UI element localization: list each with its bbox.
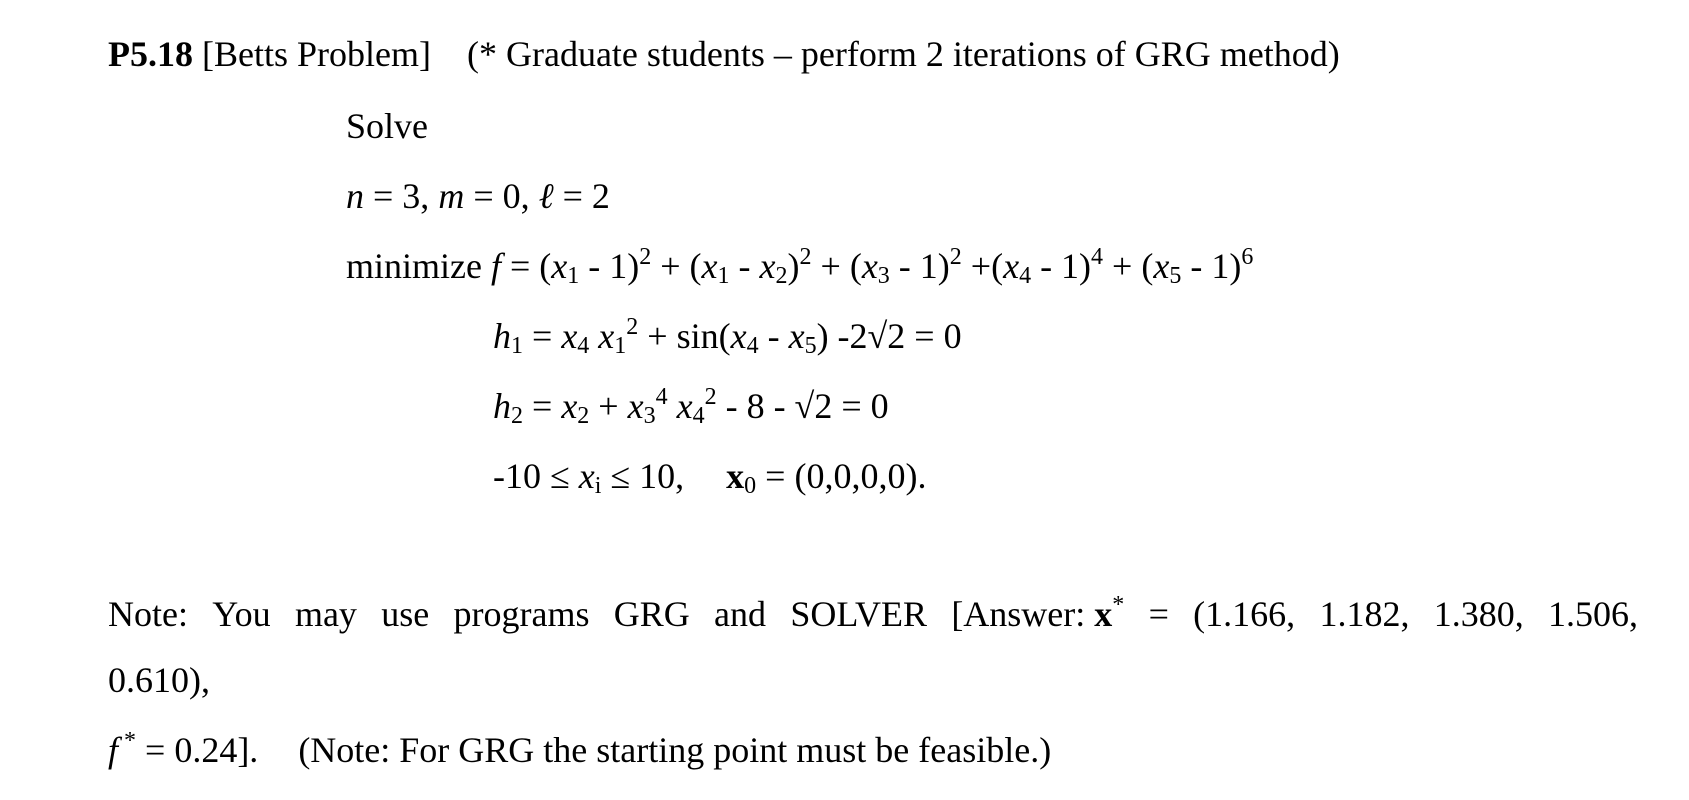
x-symbol: x: [627, 386, 644, 426]
term: + sin(: [638, 316, 731, 356]
objective-line: [346, 244, 1253, 288]
subscript: 1: [614, 333, 627, 359]
l-value: = 2: [553, 176, 610, 216]
subscript: 1: [717, 263, 730, 289]
bounds-line: [493, 454, 926, 498]
eq-sign: =: [523, 316, 562, 356]
subscript: 1: [511, 333, 523, 359]
note-word: SOLVER: [790, 594, 928, 634]
h-symbol: h: [493, 316, 511, 356]
term: +: [589, 386, 628, 426]
m-value: = 0,: [464, 176, 539, 216]
subscript: 5: [804, 333, 817, 359]
space: [668, 386, 677, 426]
superscript: 2: [799, 244, 812, 270]
x-symbol: x: [788, 316, 805, 356]
subscript: 4: [1019, 263, 1032, 289]
subscript: 1: [567, 263, 580, 289]
superscript: 6: [1241, 244, 1254, 270]
f-symbol: f: [108, 730, 119, 770]
minimize-keyword: minimize: [346, 246, 491, 286]
term: + (: [811, 246, 862, 286]
superscript: 2: [704, 384, 717, 410]
note-word: [Answer:: [951, 594, 1086, 634]
solve-label: Solve: [346, 106, 429, 146]
subscript: 2: [775, 263, 788, 289]
constraint-h1: [493, 314, 962, 358]
term: + (: [651, 246, 702, 286]
term: ): [787, 246, 800, 286]
eq-sign: =: [523, 386, 562, 426]
superscript: *: [1112, 592, 1125, 618]
term: - 1): [1181, 246, 1242, 286]
x-symbol: x: [551, 246, 568, 286]
term: - 1): [889, 246, 950, 286]
x-symbol: x: [730, 316, 747, 356]
h-symbol: h: [493, 386, 511, 426]
space: [589, 316, 598, 356]
subscript: 4: [692, 403, 705, 429]
note-line-2: 0.610),: [108, 660, 210, 700]
dimension-line: [346, 174, 610, 218]
x-symbol: x: [676, 386, 693, 426]
term: +(: [961, 246, 1004, 286]
note-word: 1.506,: [1548, 594, 1638, 634]
x0-symbol: x: [726, 456, 745, 496]
x-symbol: x: [1153, 246, 1170, 286]
note-word: may: [294, 594, 357, 634]
problem-heading: [108, 32, 1340, 76]
x-symbol: x: [561, 386, 578, 426]
note-word: programs: [453, 594, 590, 634]
term: -: [729, 246, 760, 286]
superscript: 4: [655, 384, 668, 410]
superscript: 4: [1091, 244, 1104, 270]
x-symbol: x: [598, 316, 615, 356]
f-optimum: = 0.24].: [136, 730, 259, 770]
term: + (: [1103, 246, 1154, 286]
note-word: use: [381, 594, 430, 634]
subscript: i: [594, 473, 602, 499]
feasibility-note: (Note: For GRG the starting point must be feasible.): [298, 730, 1052, 770]
note-line-3: [108, 728, 1051, 772]
x-symbol: x: [759, 246, 776, 286]
eq-sign: = (: [500, 246, 552, 286]
x-symbol: x: [701, 246, 718, 286]
term: -: [758, 316, 789, 356]
constraint-h2: [493, 384, 889, 428]
subscript: 3: [643, 403, 656, 429]
term: ) -2√2 = 0: [816, 316, 962, 356]
term: - 1): [579, 246, 640, 286]
subscript: 0: [744, 473, 757, 499]
note-word: and: [714, 594, 767, 634]
superscript: *: [118, 728, 137, 754]
x-symbol: x: [578, 456, 595, 496]
superscript: 2: [949, 244, 962, 270]
note-word: 1.182,: [1319, 594, 1410, 634]
note-word: 1.380,: [1433, 594, 1524, 634]
n-value: = 3,: [364, 176, 439, 216]
subscript: 2: [511, 403, 523, 429]
x-symbol: x: [561, 316, 578, 356]
x-symbol: x: [861, 246, 878, 286]
answer-group: [951, 592, 1124, 636]
start-point: = (0,0,0,0).: [756, 456, 927, 496]
problem-note: (* Graduate students – perform 2 iterations of GRG method): [466, 34, 1340, 74]
term: - 8 - √2 = 0: [716, 386, 889, 426]
problem-id: P5.18: [108, 34, 193, 74]
subscript: 2: [577, 403, 590, 429]
lower-bound: -10 ≤: [493, 456, 579, 496]
note-line-1: [108, 592, 1638, 636]
term: - 1): [1031, 246, 1092, 286]
note-word: You: [212, 594, 271, 634]
n-symbol: n: [346, 176, 364, 216]
subscript: 3: [877, 263, 890, 289]
note-word: (1.166,: [1193, 594, 1296, 634]
x-symbol: x: [1003, 246, 1020, 286]
upper-bound: ≤ 10,: [601, 456, 685, 496]
f-symbol: f: [490, 246, 501, 286]
subscript: 4: [746, 333, 759, 359]
x-star-symbol: x: [1094, 594, 1113, 634]
m-symbol: m: [438, 176, 465, 216]
note-word: =: [1148, 594, 1169, 634]
subscript: 4: [577, 333, 590, 359]
subscript: 5: [1169, 263, 1182, 289]
note-word: GRG: [613, 594, 690, 634]
note-word: Note:: [108, 594, 188, 634]
superscript: 2: [639, 244, 652, 270]
superscript: 2: [626, 314, 639, 340]
problem-title: [Betts Problem]: [202, 34, 431, 74]
l-symbol: ℓ: [538, 176, 554, 216]
